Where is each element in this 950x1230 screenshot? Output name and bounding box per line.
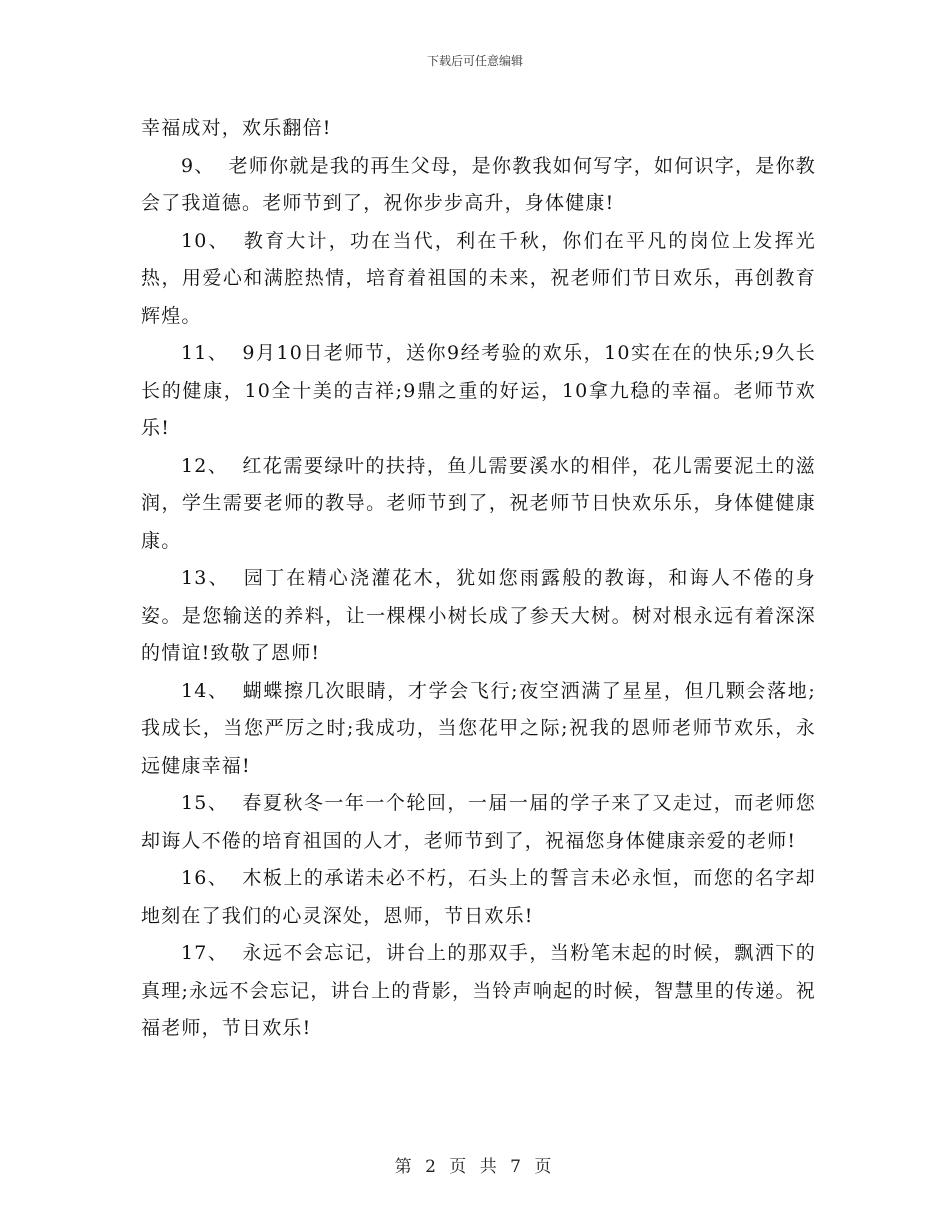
item-text: 春夏秋冬一年一个轮回，一届一届的学子来了又走过，而老师您却诲人不倦的培育祖国的人才，老师节到了，祝福您身体健康亲爱的老师!: [141, 792, 816, 852]
item-text: 红花需要绿叶的扶持，鱼儿需要溪水的相伴，花儿需要泥土的滋润，学生需要老师的教导。老师节到了，祝老师节日快欢乐乐，身体健健康康。: [141, 454, 816, 552]
list-item: [141, 335, 816, 448]
list-item: [141, 860, 816, 935]
list-item: [141, 560, 816, 673]
page-number-footer: 第 2 页 共 7 页: [394, 1157, 556, 1177]
item-number: 11、: [181, 342, 229, 364]
list-item: [141, 785, 816, 860]
continued-paragraph: 幸福成对，欢乐翻倍!: [141, 117, 332, 139]
item-text: 永远不会忘记，讲台上的那双手，当粉笔末起的时候，飘洒下的真理;永远不会忘记，讲台上的背影，当铃声响起的时候，智慧里的传递。祝福老师，节日欢乐!: [141, 942, 816, 1039]
item-number: 17、: [181, 942, 229, 964]
item-number: 14、: [181, 679, 229, 702]
list-item: [141, 223, 816, 336]
item-number: 9、: [181, 154, 215, 177]
list-item: [141, 935, 816, 1048]
item-text: 木板上的承诺未必不朽，石头上的誓言未必永恒，而您的名字却地刻在了我们的心灵深处，恩师，节日欢乐!: [141, 867, 816, 927]
list-item: [141, 448, 816, 561]
item-text: 9月10日老师节，送你9经考验的欢乐，10实在在的快乐;9久长长的健康，10全十美的吉祥;9鼎之重的好运，10拿九稳的幸福。老师节欢乐!: [141, 342, 816, 439]
item-number: 16、: [181, 867, 229, 889]
item-number: 15、: [181, 792, 229, 814]
item-number: 12、: [181, 454, 229, 477]
page-header-note: 下载后可任意编辑: [426, 54, 523, 68]
item-number: 13、: [181, 567, 230, 589]
document-body: [141, 110, 816, 1048]
list-item: [141, 673, 816, 786]
item-text: 园丁在精心浇灌花木，犹如您雨露般的教诲，和诲人不倦的身姿。是您输送的养料，让一棵棵小树长成了参天大树。树对根永远有着深深的情谊!致敬了恩师!: [141, 567, 816, 664]
item-number: 10、: [181, 229, 230, 252]
list-item: [141, 148, 816, 223]
item-text: 教育大计，功在当代，利在千秋，你们在平凡的岗位上发挥光热，用爱心和满腔热情，培育着祖国的未来，祝老师们节日欢乐，再创教育辉煌。: [141, 229, 816, 327]
item-text: 蝴蝶擦几次眼睛，才学会飞行;夜空洒满了星星，但几颗会落地;我成长，当您严厉之时;我成功，当您花甲之际;祝我的恩师老师节欢乐，永远健康幸福!: [141, 679, 816, 777]
item-text: 老师你就是我的再生父母，是你教我如何写字，如何识字，是你教会了我道德。老师节到了，祝你步步高升，身体健康!: [141, 154, 816, 214]
